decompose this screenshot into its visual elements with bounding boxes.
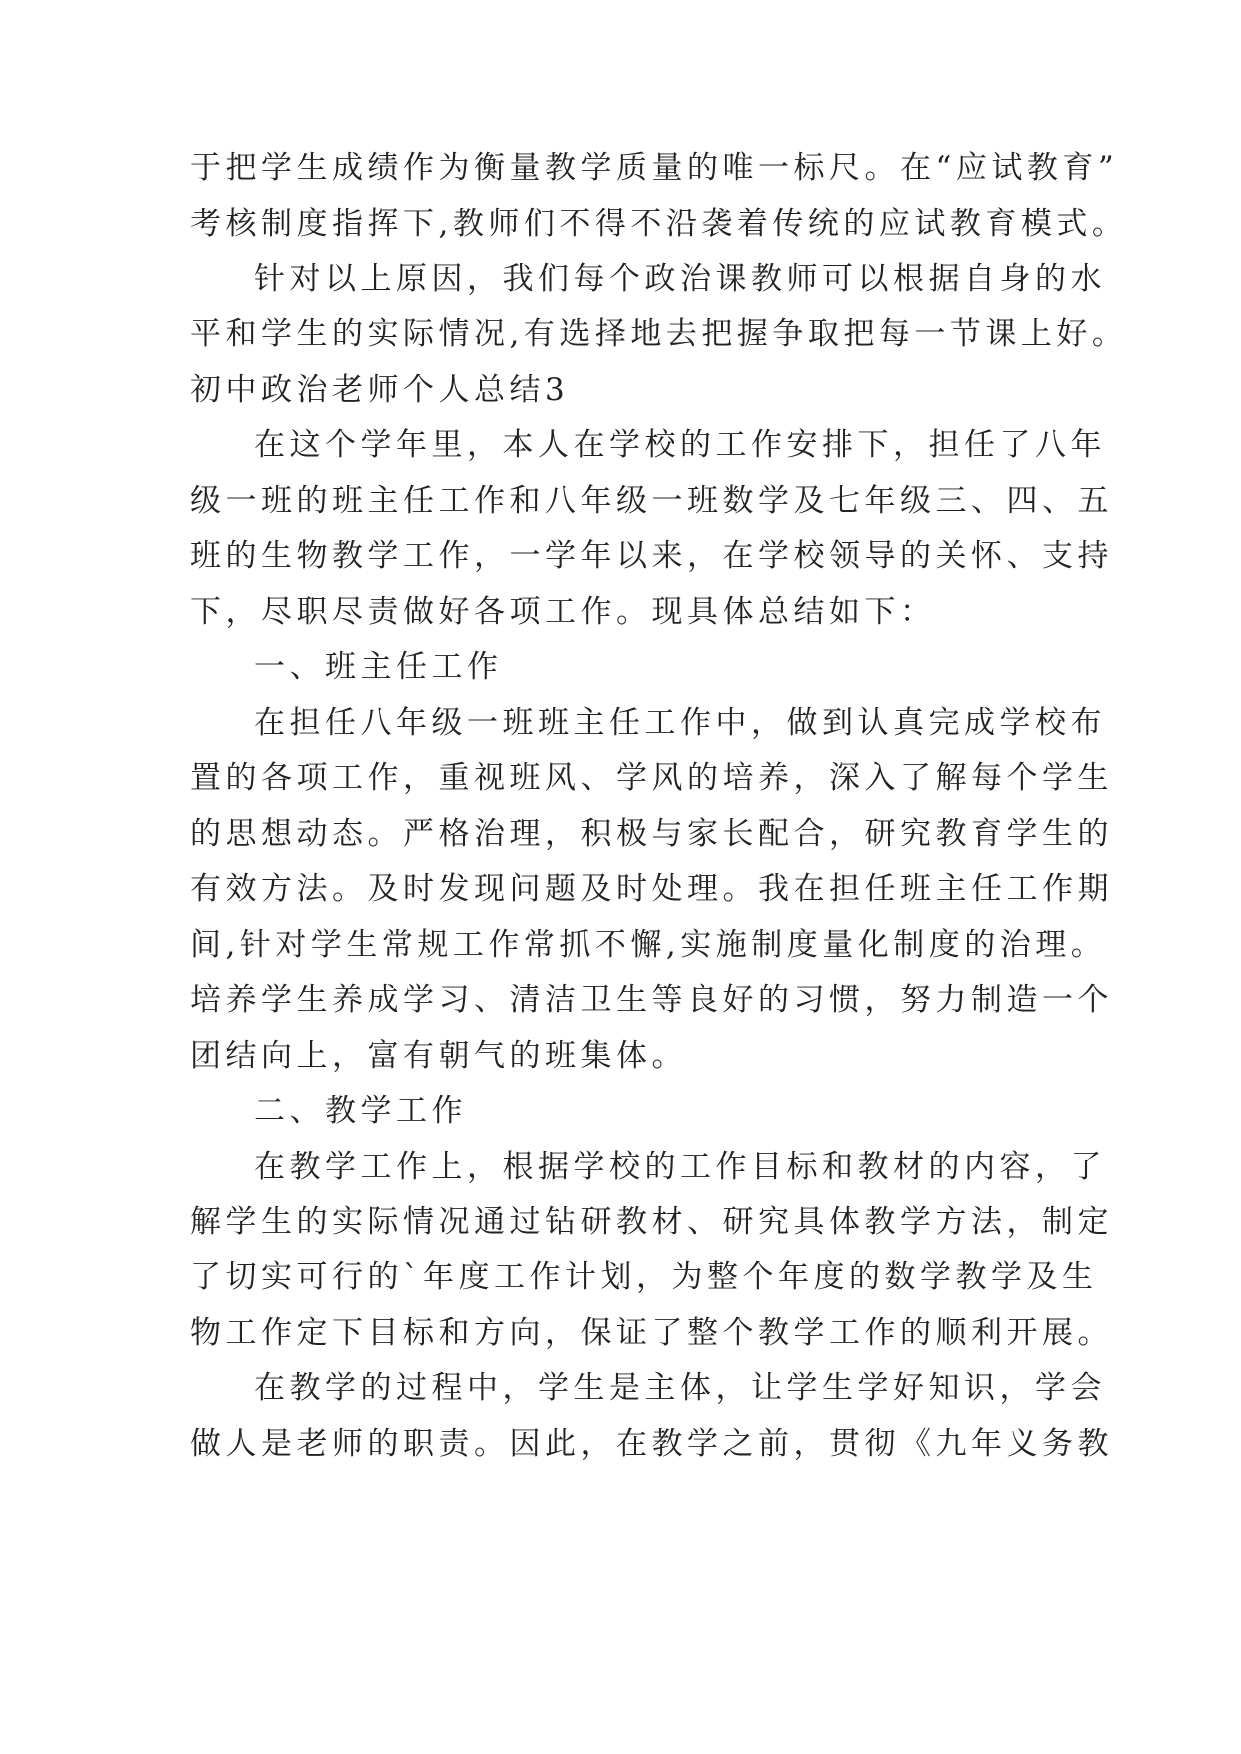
paragraph-line: 下，尽职尽责做好各项工作。现具体总结如下： — [190, 594, 936, 630]
paragraph-line: 在教学工作上，根据学校的工作目标和教材的内容，了 — [254, 1149, 1106, 1185]
paragraph-line: 置的各项工作，重视班风、学风的培养，深入了解每个学生 — [190, 760, 1113, 796]
paragraph-line: 平和学生的实际情况,有选择地去把握争取把每一节课上好。 — [190, 316, 1128, 352]
paragraph-line: 有效方法。及时发现问题及时处理。我在担任班主任工作期 — [190, 871, 1113, 907]
paragraph-line: 做人是老师的职责。因此，在教学之前，贯彻《九年义务教 — [190, 1426, 1113, 1462]
paragraph-line: 针对以上原因，我们每个政治课教师可以根据自身的水 — [254, 261, 1106, 297]
paragraph-line: 培养学生养成学习、清洁卫生等良好的习惯，努力制造一个 — [190, 982, 1113, 1018]
section-heading: 初中政治老师个人总结3 — [190, 372, 570, 408]
paragraph-line: 解学生的实际情况通过钻研教材、研究具体教学方法，制定 — [190, 1204, 1113, 1240]
paragraph-line: 在担任八年级一班班主任工作中，做到认真完成学校布 — [254, 705, 1106, 741]
paragraph-line: 在这个学年里，本人在学校的工作安排下，担任了八年 — [254, 427, 1106, 463]
paragraph-line: 物工作定下目标和方向，保证了整个教学工作的顺利开展。 — [190, 1315, 1113, 1351]
paragraph-line: 团结向上，富有朝气的班集体。 — [190, 1038, 687, 1074]
paragraph-line: 班的生物教学工作，一学年以来，在学校领导的关怀、支持 — [190, 538, 1113, 574]
paragraph-line: 的思想动态。严格治理，积极与家长配合，研究教育学生的 — [190, 816, 1113, 852]
paragraph-line: 考核制度指挥下,教师们不得不沿袭着传统的应试教育模式。 — [190, 206, 1128, 242]
subsection-heading: 二、教学工作 — [254, 1093, 467, 1129]
paragraph-line: 于把学生成绩作为衡量教学质量的唯一标尺。在“应试教育” — [190, 150, 1119, 186]
paragraph-line: 了切实可行的`年度工作计划，为整个年度的数学教学及生 — [190, 1259, 1098, 1295]
subsection-heading: 一、班主任工作 — [254, 649, 503, 685]
paragraph-line: 级一班的班主任工作和八年级一班数学及七年级三、四、五 — [190, 483, 1113, 519]
paragraph-line: 间,针对学生常规工作常抓不懈,实施制度量化制度的治理。 — [190, 927, 1107, 963]
paragraph-line: 在教学的过程中，学生是主体，让学生学好知识，学会 — [254, 1370, 1106, 1406]
